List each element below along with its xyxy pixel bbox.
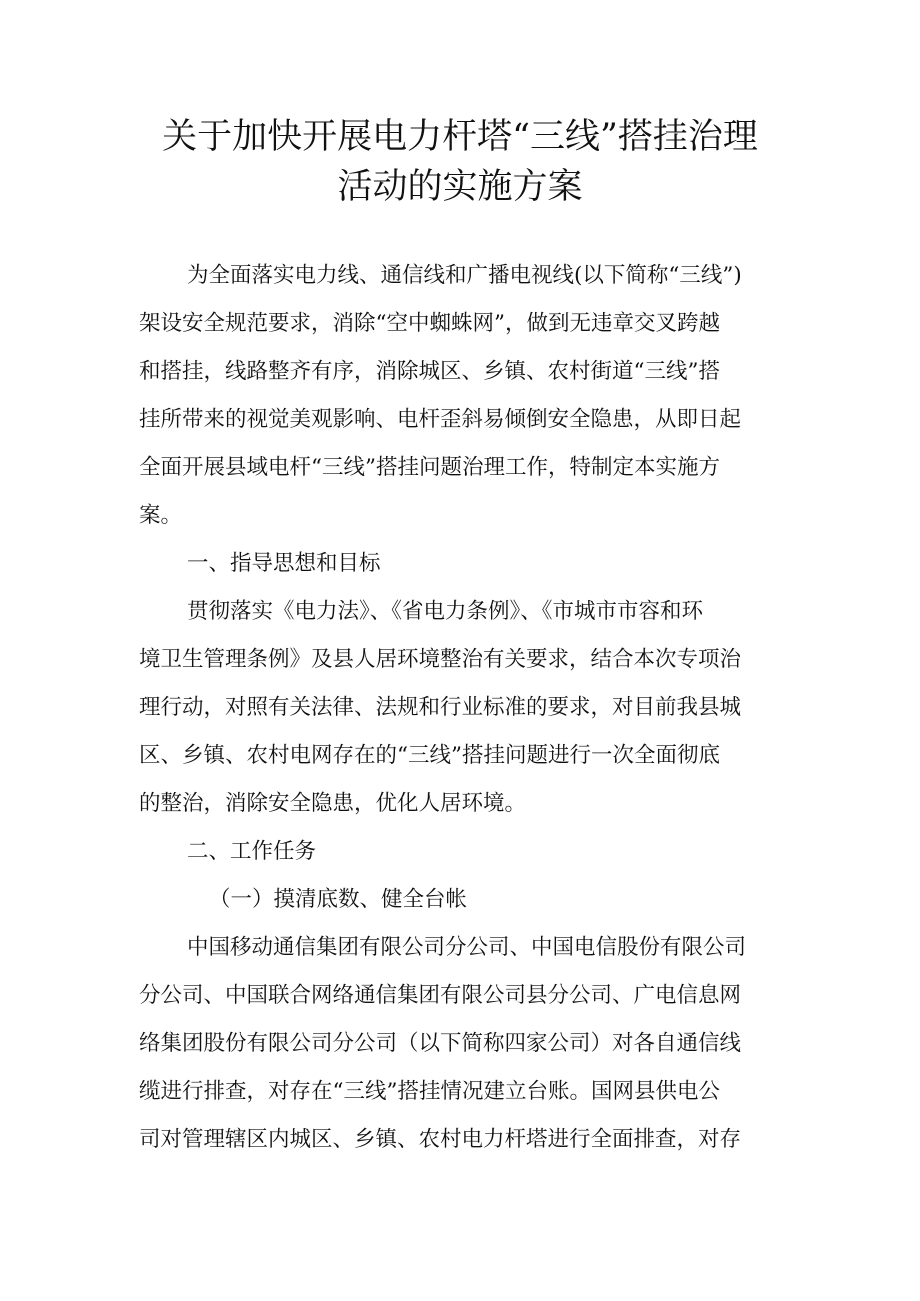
text-line: 的整治，消除安全隐患，优化人居环境。	[139, 791, 527, 816]
section-heading	[139, 540, 789, 588]
heading-text: （一）摸清底数、健全台帐	[209, 887, 468, 912]
heading-text: 一、指导思想和目标	[187, 551, 381, 576]
text-line: 缆进行排查，对存在“三线”搭挂情况建立台账。国网县供电公	[139, 1079, 720, 1104]
text-line: 理行动，对照有关法律、法规和行业标准的要求，对目前我县城	[139, 695, 742, 720]
text-line: 案。	[139, 503, 183, 528]
text-line: 中国移动通信集团有限公司分公司、中国电信股份有限公司	[187, 935, 747, 960]
text-line: 为全面落实电力线、通信线和广播电视线(以下简称“三线”)	[187, 263, 742, 288]
text-line: 区、乡镇、农村电网存在的“三线”搭挂问题进行一次全面彻底	[139, 743, 720, 768]
text-line: 境卫生管理条例》及县人居环境整治有关要求，结合本次专项治	[139, 647, 742, 672]
intro-paragraph	[139, 252, 789, 540]
text-line: 挂所带来的视觉美观影响、电杆歪斜易倾倒安全隐患，从即日起	[139, 407, 742, 432]
text-line: 络集团股份有限公司分公司（以下简称四家公司）对各自通信线	[139, 1031, 742, 1056]
text-line: 司对管理辖区内城区、乡镇、农村电力杆塔进行全面排查，对存	[139, 1127, 742, 1152]
guidance-paragraph	[139, 588, 789, 828]
text-line: 架设安全规范要求，消除“空中蜘蛛网”，做到无违章交叉跨越	[139, 311, 720, 336]
document-title	[100, 112, 820, 212]
heading-text: 二、工作任务	[187, 839, 317, 864]
section-heading	[139, 828, 789, 876]
text-line: 贯彻落实《电力法》、《省电力条例》、《市城市市容和环	[187, 599, 704, 624]
subsection-heading	[139, 876, 789, 924]
text-line: 分公司、中国联合网络通信集团有限公司县分公司、广电信息网	[139, 983, 742, 1008]
document-body	[139, 252, 789, 1164]
title-line: 活动的实施方案	[337, 167, 583, 207]
title-line: 关于加快开展电力杆塔“三线”搭挂治理	[162, 117, 758, 157]
text-line: 和搭挂，线路整齐有序，消除城区、乡镇、农村街道“三线”搭	[139, 359, 720, 384]
text-line: 全面开展县域电杆“三线”搭挂问题治理工作，特制定本实施方	[139, 455, 720, 480]
task-paragraph	[139, 924, 789, 1164]
